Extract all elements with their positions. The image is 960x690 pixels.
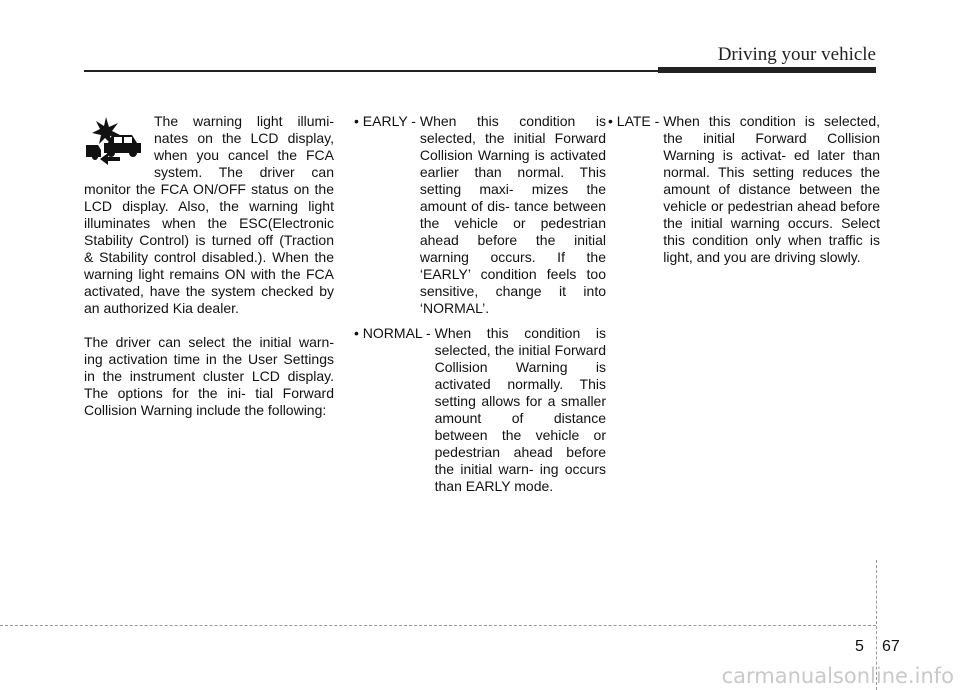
option-early — [354, 113, 606, 317]
fca-warning-icon — [84, 115, 148, 167]
chapter-number: 5 — [855, 638, 864, 655]
column-2 — [354, 113, 606, 503]
page-header-title: Driving your vehicle — [717, 44, 876, 65]
option-late — [608, 113, 880, 266]
watermark: carmanualsonline.info — [721, 664, 954, 688]
header-rule-thin — [84, 70, 658, 72]
column-1 — [84, 113, 334, 436]
header-rule-thick — [658, 67, 876, 73]
activation-time-paragraph: The driver can select the initial warn- ing activation time in the User Settings in the instrument cluster LCD display. The options for the ini- tial Forward Collision Warning include the following: — [84, 334, 334, 418]
option-description: When this condition is selected, the initial Forward Collision Warning is activated earlier than normal. This setting maxi- mizes the amount of dis- tance between the vehicle or pedestrian ahead before the initial warning occurs. If the ‘EARLY’ condition feels too sensitive, change it into ‘NORMAL’. — [419, 113, 606, 316]
footer-dashed-rule — [0, 625, 876, 626]
option-label: • EARLY - — [354, 113, 420, 129]
option-label: • LATE - — [608, 113, 664, 129]
option-description: When this condition is selected, the initial Forward Collision Warning is activat- ed later than normal. This setting reduces the amount of distance between the vehicle or pedestrian ahead before the initial warning occurs. Select this condition only when traffic is light, and you are driving slowly. — [663, 113, 880, 265]
page-number: 67 — [882, 638, 900, 655]
fca-warning-paragraph: The warning light illumi- nates on the LCD display, when you cancel the FCA system. The driver can monitor the FCA ON/OFF status on the LCD display. Also, the warning light illuminates when the ESC(Electronic Stability Control) is turned off (Traction & Stability control disabled.). When the warning light remains ON with the FCA activated, have the system checked by an authorized Kia dealer. — [84, 113, 334, 316]
option-label: • NORMAL - — [354, 325, 435, 341]
option-normal — [354, 325, 606, 495]
column-3 — [608, 113, 880, 274]
option-description: When this condition is selected, the initial Forward Collision Warning is activated normally. This setting allows for a smaller amount of distance between the vehicle or pedestrian ahead before the initial warn- ing occurs than EARLY mode. — [434, 325, 606, 494]
